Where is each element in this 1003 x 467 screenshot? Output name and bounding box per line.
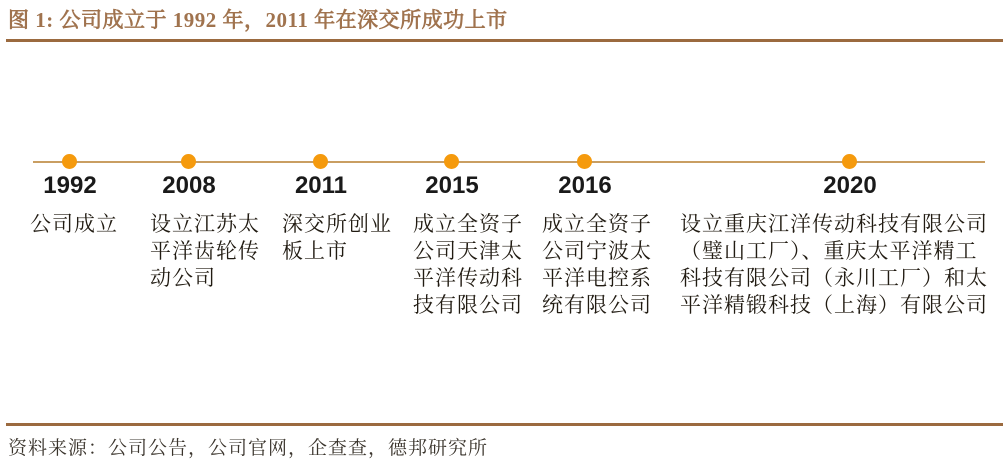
title-divider-line xyxy=(6,39,1003,42)
event-description-2020: 设立重庆江洋传动科技有限公司（璧山工厂）、重庆太平洋精工科技有限公司（永川工厂）和太平洋精锻科技（上海）有限公司 xyxy=(680,212,988,317)
event-description-2016: 成立全资子公司宁波太平洋电控系统有限公司 xyxy=(542,212,652,317)
timeline-dot-2020 xyxy=(842,154,857,169)
timeline-dot-2016 xyxy=(577,154,592,169)
source-divider-line xyxy=(6,423,1003,426)
timeline-dot-1992 xyxy=(62,154,77,169)
event-year-2020: 2020 xyxy=(823,172,877,199)
figure-title: 图 1: 公司成立于 1992 年，2011 年在深交所成功上市 xyxy=(8,8,508,32)
event-description-2008: 设立江苏太平洋齿轮传动公司 xyxy=(150,212,260,290)
event-year-2015: 2015 xyxy=(425,172,479,199)
event-year-2008: 2008 xyxy=(162,172,216,199)
event-description-2015: 成立全资子公司天津太平洋传动科技有限公司 xyxy=(413,212,523,317)
event-year-2011: 2011 xyxy=(294,172,348,199)
event-description-2011: 深交所创业板上市 xyxy=(282,212,392,263)
event-year-2016: 2016 xyxy=(558,172,612,199)
timeline-dot-2011 xyxy=(313,154,328,169)
event-description-1992: 公司成立 xyxy=(30,212,118,236)
timeline-dot-2008 xyxy=(181,154,196,169)
event-year-1992: 1992 xyxy=(43,172,97,199)
timeline-dot-2015 xyxy=(444,154,459,169)
source-note: 资料来源：公司公告，公司官网，企查查，德邦研究所 xyxy=(8,438,489,459)
